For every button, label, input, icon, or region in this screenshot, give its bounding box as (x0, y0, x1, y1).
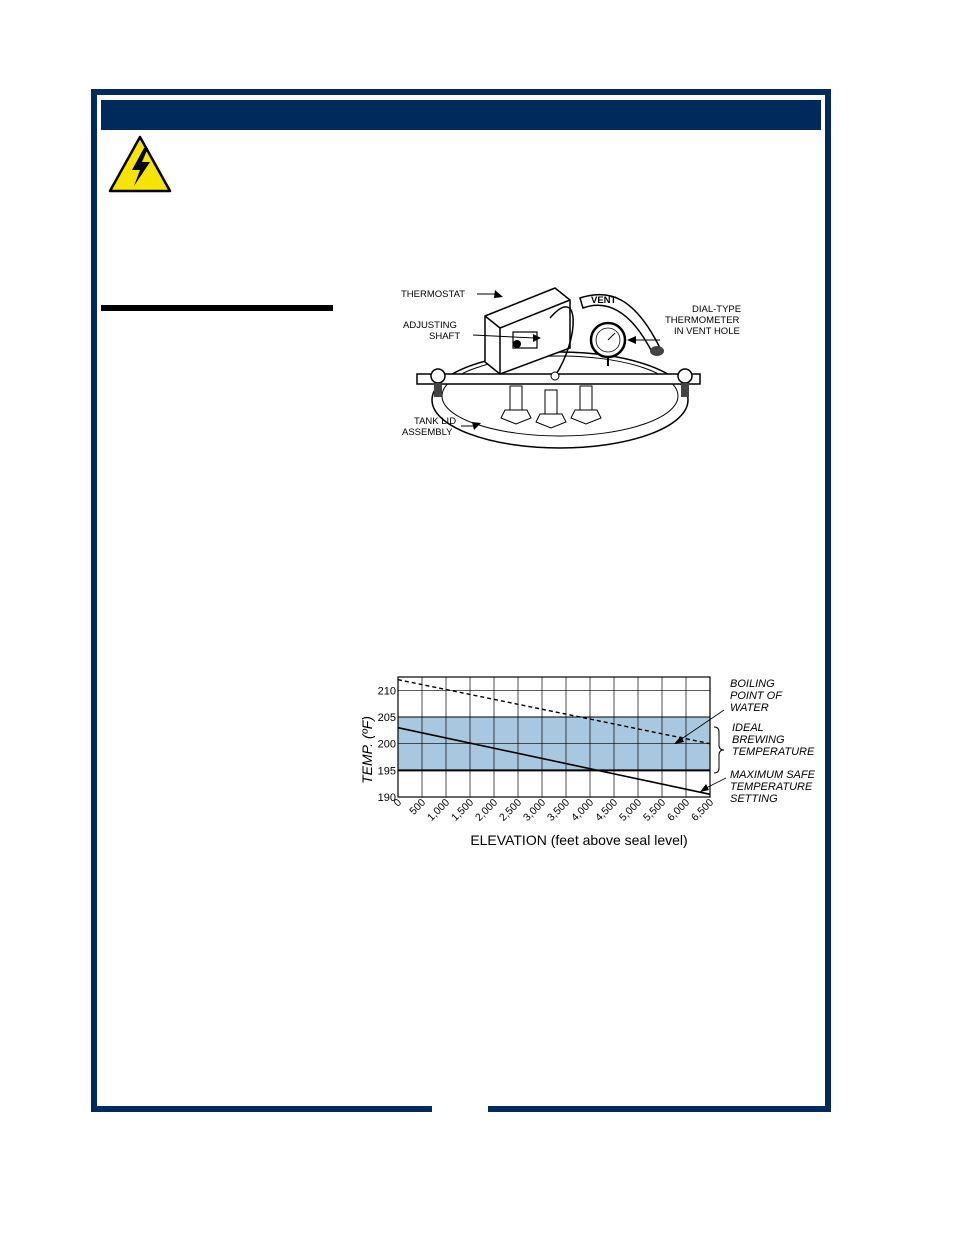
y-tick-label: 190 (377, 792, 396, 804)
thermostat-lid-figure (395, 278, 765, 468)
x-axis-label: ELEVATION (feet above seal level) (470, 832, 688, 848)
x-tick-label: 1,500 (449, 796, 477, 824)
x-tick-label: 4,500 (593, 796, 621, 824)
max-safe-label-line2: TEMPERATURE (730, 781, 813, 793)
x-tick-label: 3,000 (521, 796, 549, 824)
page-frame-top (91, 89, 831, 95)
header-bar (101, 100, 821, 130)
x-tick-label: 2,500 (497, 796, 525, 824)
band-label-line2: BREWING (732, 734, 785, 746)
page-frame-bottom-right (488, 1106, 831, 1112)
y-tick-label: 210 (377, 685, 396, 698)
max-safe-leader-arrow (700, 784, 709, 792)
y-axis-label: TEMP. (ºF) (359, 716, 375, 784)
tank-lid-label-line1: TANK LID (414, 416, 457, 427)
x-tick-label: 1,000 (425, 796, 453, 824)
vent-label: VENT (591, 295, 617, 306)
band-label-line1: IDEAL (732, 722, 764, 734)
page-frame-left (91, 89, 97, 1112)
x-tick-label: 5,000 (617, 796, 645, 824)
y-tick-label: 205 (377, 712, 396, 724)
adjusting-shaft-label-line1: ADJUSTING (403, 320, 457, 331)
electrical-hazard-icon (108, 134, 172, 194)
tank-lid-label-line2: ASSEMBLY (402, 427, 453, 438)
thermostat-label: THERMOSTAT (401, 289, 466, 300)
page-frame-right (825, 89, 831, 1112)
max-safe-label-line3: SETTING (730, 793, 778, 805)
x-tick-label: 500 (407, 796, 429, 818)
y-tick-label: 195 (377, 765, 396, 778)
x-tick-label: 3,500 (545, 796, 573, 824)
x-tick-label: 6,500 (689, 796, 717, 824)
dial-thermometer-label-line2: THERMOMETER (665, 315, 740, 326)
x-tick-label: 0 (391, 796, 405, 810)
max-safe-label-line1: MAXIMUM SAFE (730, 769, 815, 781)
band-label-line3: TEMPERATURE (732, 746, 815, 758)
dial-thermometer-label-line1: DIAL-TYPE (692, 304, 742, 315)
band-brace (714, 727, 724, 773)
boiling-label-line1: BOILING (730, 678, 775, 690)
page-frame-bottom-left (91, 1106, 432, 1112)
x-tick-label: 4,000 (569, 796, 597, 824)
temperature-elevation-chart (350, 670, 830, 860)
y-tick-label: 200 (377, 738, 396, 751)
x-tick-label: 2,000 (473, 796, 501, 824)
max-safe-leader (706, 778, 726, 788)
boiling-label-line2: POINT OF (730, 690, 782, 702)
x-tick-label: 5,500 (641, 796, 669, 824)
x-tick-labels (392, 797, 717, 824)
adjusting-shaft-label-line2: SHAFT (429, 331, 461, 342)
y-tick-labels (378, 685, 396, 804)
section-rule (101, 305, 333, 311)
x-tick-label: 6,000 (665, 796, 693, 824)
dial-thermometer-label-line3: IN VENT HOLE (674, 326, 740, 337)
boiling-label-line3: WATER (730, 702, 769, 714)
